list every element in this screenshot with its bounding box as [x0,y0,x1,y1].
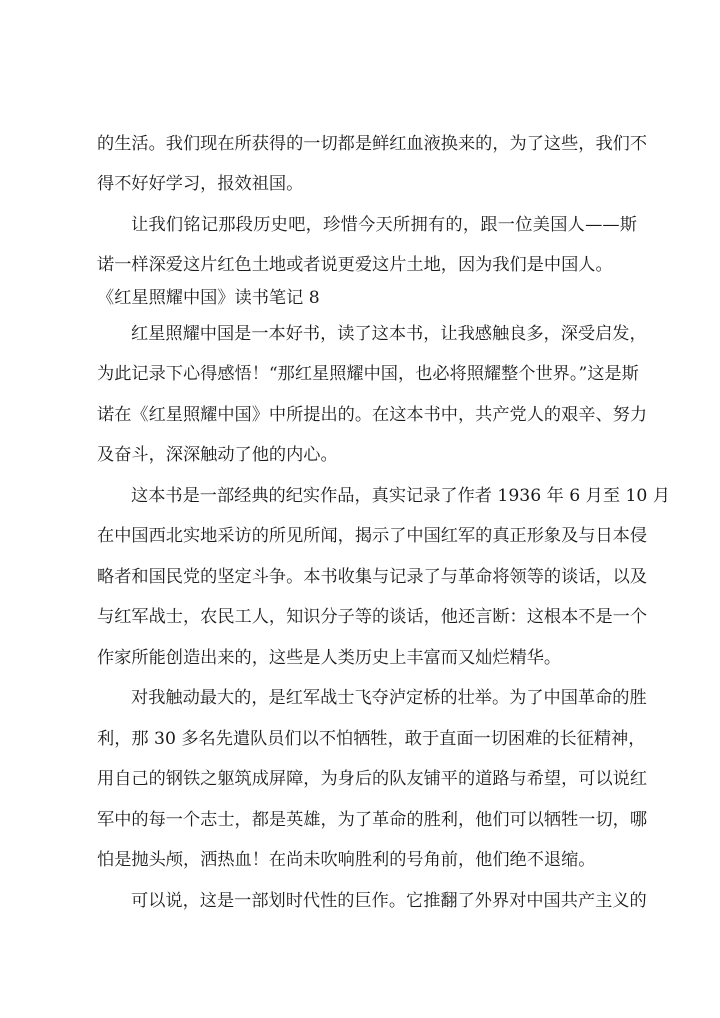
body-text-line: 与红军战士，农民工人，知识分子等的谈话，他还言断：这根本不是一个 [97,607,648,627]
body-text-line: 作家所能创造出来的，这些是人类历史上丰富而又灿烂精华。 [97,648,562,668]
body-text-line: 得不好好学习，报效祖国。 [97,174,304,194]
body-text-line: 这本书是一部经典的纪实作品，真实记录了作者 1936 年 6 月至 10 月 [131,486,671,506]
body-text-line: 诺一样深爱这片红色土地或者说更爱这片土地，因为我们是中国人。 [97,255,613,275]
body-text-line: 及奋斗，深深触动了他的内心。 [97,445,338,465]
body-text-line: 红星照耀中国是一本好书，读了这本书，让我感触良多，深受启发， [131,324,647,344]
body-text-line: 让我们铭记那段历史吧，珍惜今天所拥有的，跟一位美国人——斯 [131,215,637,235]
body-text-line: 的生活。我们现在所获得的一切都是鲜红血液换来的，为了这些，我们不 [97,134,648,154]
body-text-line: 在中国西北实地采访的所见所闻，揭示了中国红军的真正形象及与日本侵 [97,526,648,546]
body-text-line: 可以说，这是一部划时代性的巨作。它推翻了外界对中国共产主义的 [131,891,647,911]
body-text-line: 诺在《红星照耀中国》中所提出的。在这本书中，共产党人的艰辛、努力 [97,405,648,425]
body-text-line: 为此记录下心得感悟！“那红星照耀中国，也必将照耀整个世界。”这是斯 [97,364,639,384]
body-text-line: 利，那 30 多名先遣队员们以不怕牺牲，敢于直面一切困难的长征精神， [97,729,646,749]
body-text-line: 军中的每一个志士，都是英雄，为了革命的胜利，他们可以牺牲一切，哪 [97,810,648,830]
body-text-line: 略者和国民党的坚定斗争。本书收集与记录了与革命将领等的谈话，以及 [97,567,648,587]
section-heading: 《红星照耀中国》读书笔记 8 [97,288,320,308]
body-text-line: 对我触动最大的，是红军战士飞夺泸定桥的壮举。为了中国革命的胜 [131,688,647,708]
body-text-line: 怕是抛头颅，洒热血！在尚未吹响胜利的号角前，他们绝不退缩。 [97,850,596,870]
body-text-line: 用自己的钢铁之躯筑成屏障，为身后的队友铺平的道路与希望，可以说红 [97,769,648,789]
